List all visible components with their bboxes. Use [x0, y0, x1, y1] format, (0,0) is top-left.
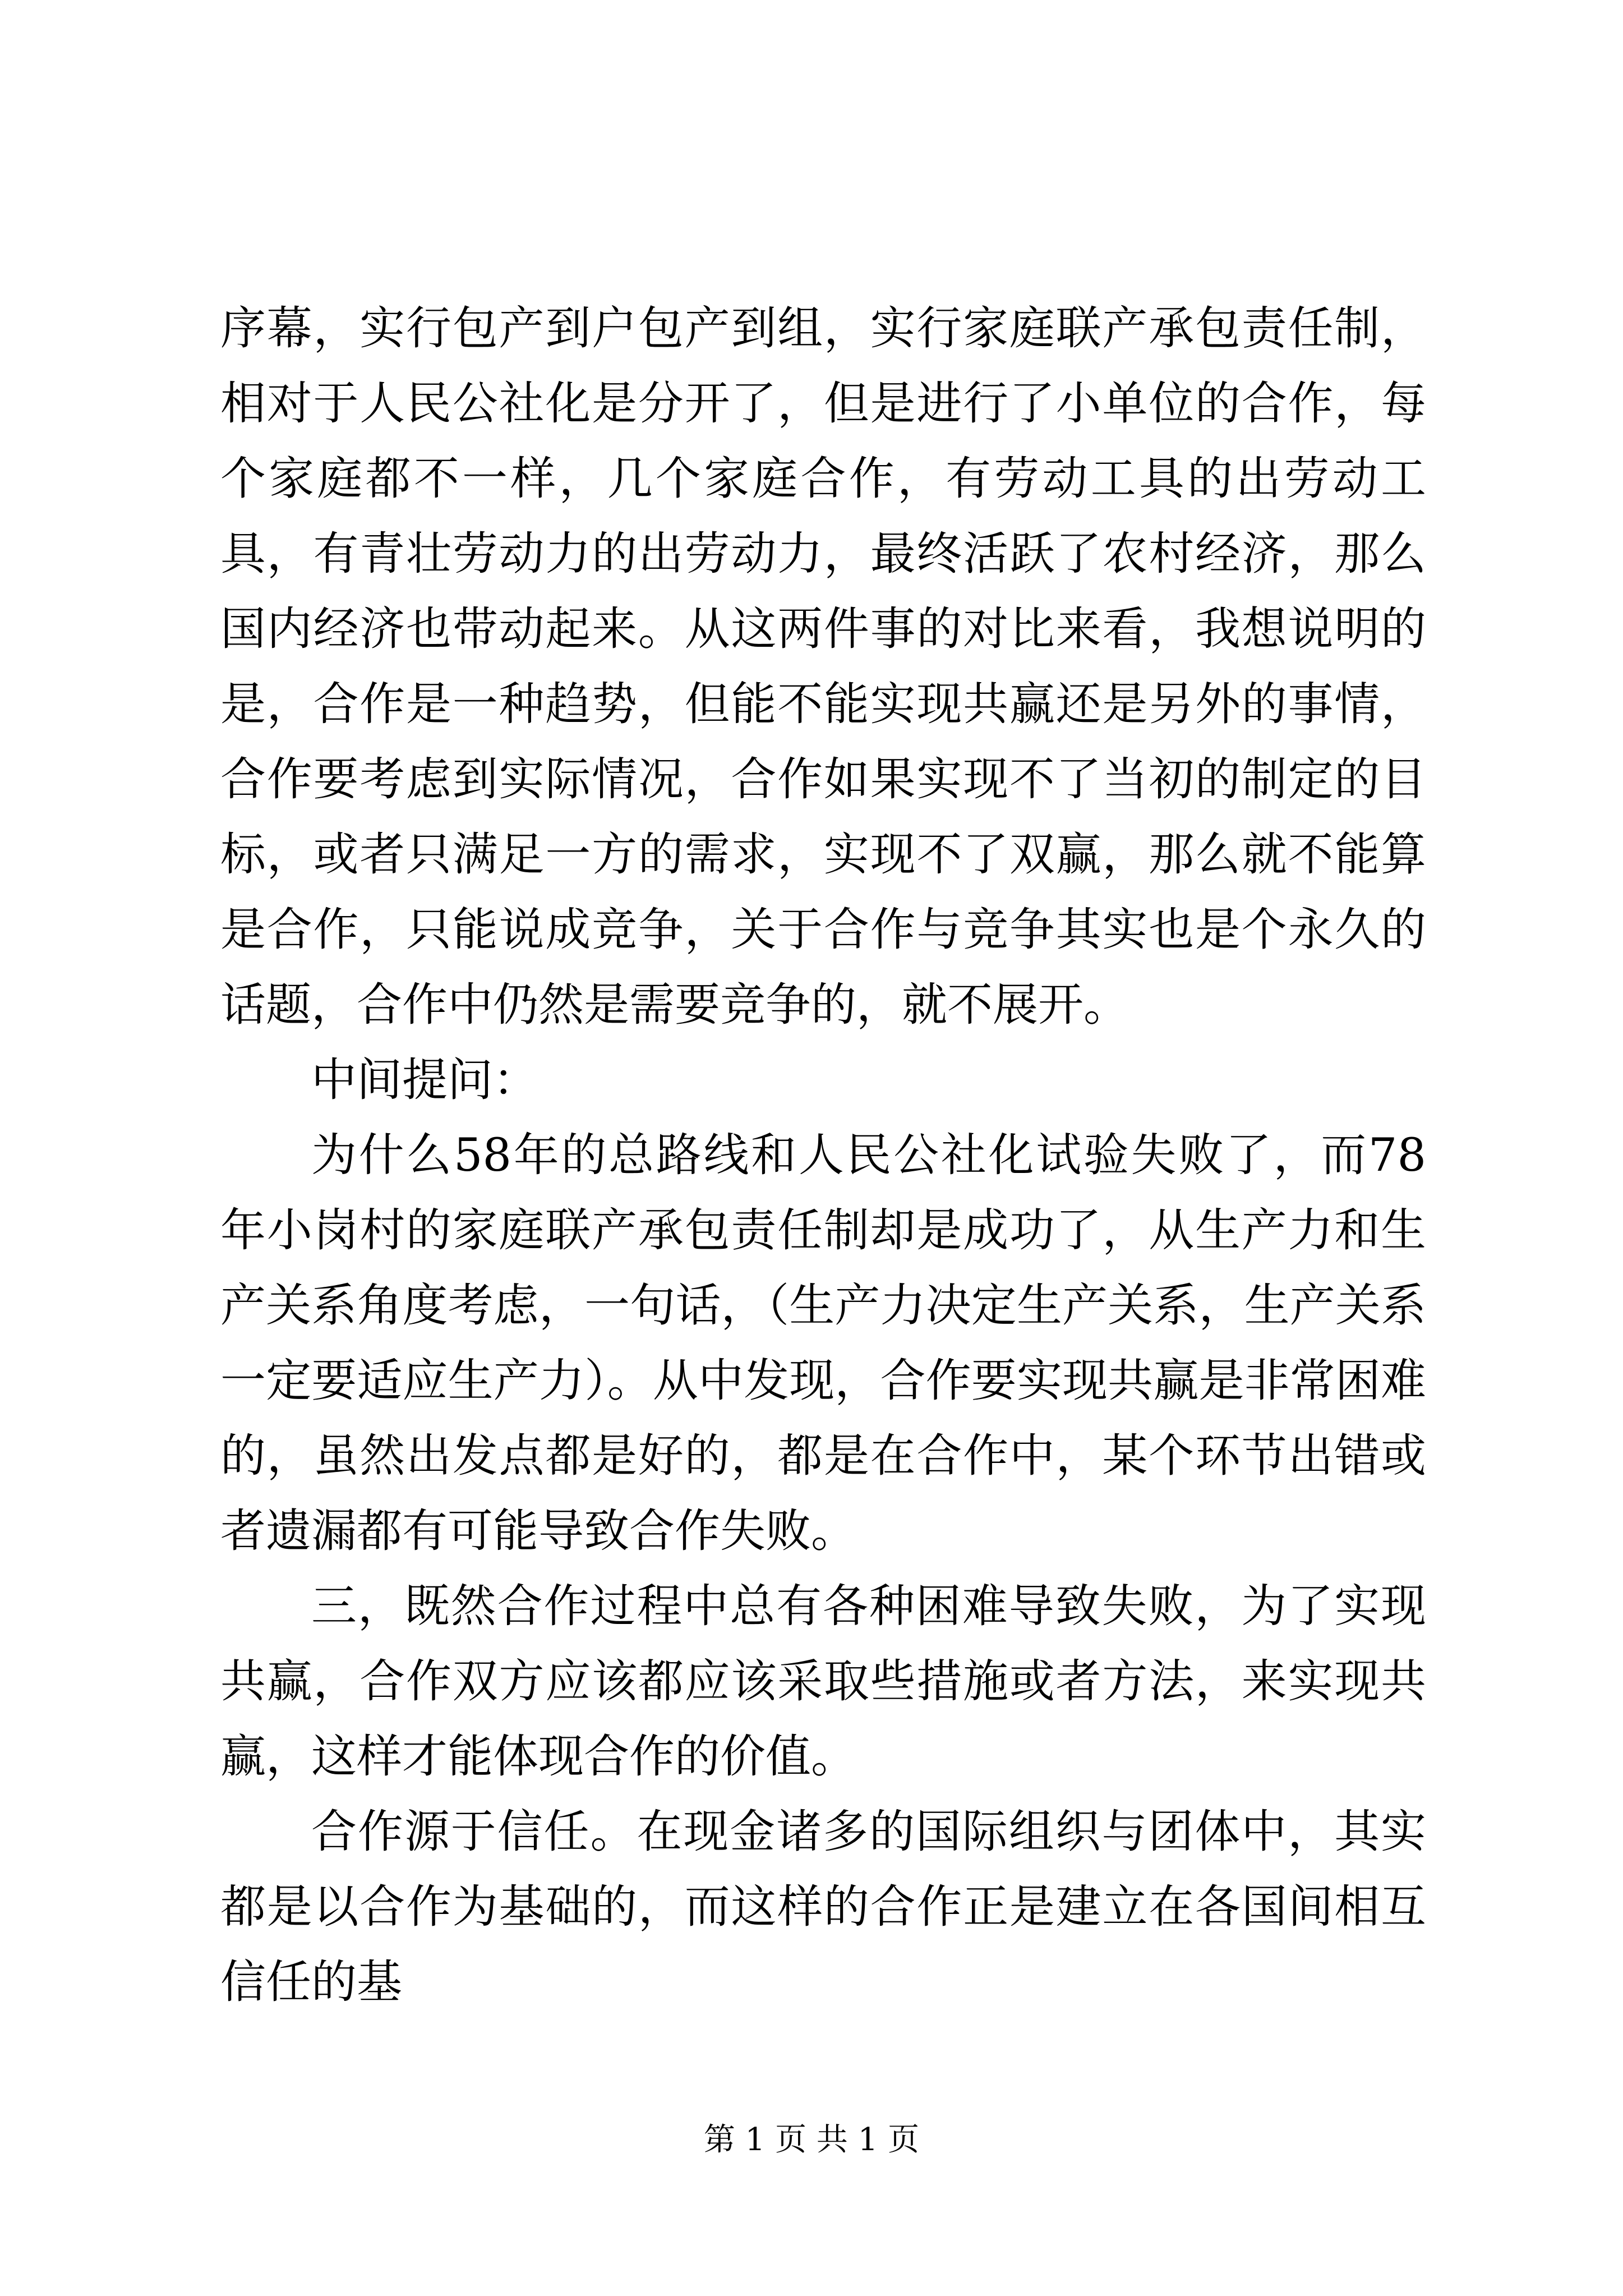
page-footer [0, 2120, 1623, 2160]
paragraph-5: 合作源于信任。在现金诸多的国际组织与团体中，其实都是以合作为基础的，而这样的合作正是建立在各国间相互信任的基 [220, 1806, 1426, 2009]
page-number-label: 第 1 页 共 1 页 [703, 2122, 920, 2158]
paragraph-2: 中间提问： [311, 1054, 539, 1107]
paragraph-1: 序幕，实行包产到户包产到组，实行家庭联产承包责任制，相对于人民公社化是分开了，但是进行了小单位的合作，每个家庭都不一样，几个家庭合作，有劳动工具的出劳动工具，有青壮劳动力的出劳动力，最终活跃了农村经济，那么国内经济也带动起来。从这两件事的对比来看，我想说明的是，合作是一种趋势，但能不能实现共赢还是另外的事情，合作要考虑到实际情况，合作如果实现不了当初的制定的目标，或者只满足一方的需求，实现不了双赢，那么就不能算是合作，只能说成竞争，关于合作与竞争其实也是个永久的话题，合作中仍然是需要竞争的，就不展开。 [220, 302, 1426, 1032]
paragraph-4: 三，既然合作过程中总有各种困难导致失败，为了实现共赢，合作双方应该都应该采取些措施或者方法，来实现共赢，这样才能体现合作的价值。 [220, 1580, 1426, 1783]
paragraph-3: 为什么58年的总路线和人民公社化试验失败了，而78年小岗村的家庭联产承包责任制却是成功了，从生产力和生产关系角度考虑，一句话，（生产力决定生产关系，生产关系一定要适应生产力）。从中发现，合作要实现共赢是非常困难的，虽然出发点都是好的，都是在合作中，某个环节出错或者遗漏都有可能导致合作失败。 [220, 1129, 1426, 1558]
body-text [220, 291, 1426, 2020]
